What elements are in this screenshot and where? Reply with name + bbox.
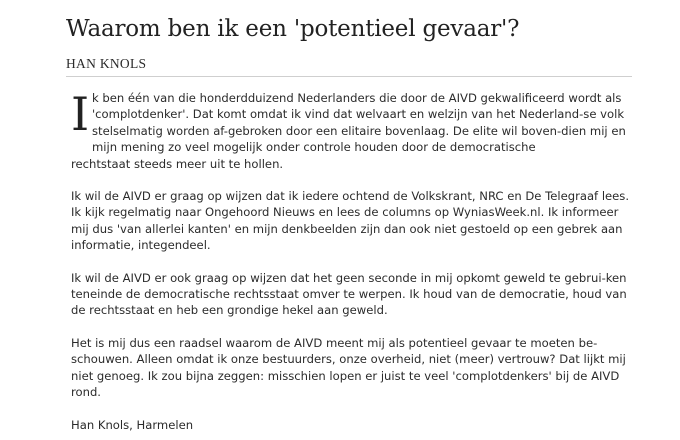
signature: Han Knols, Harmelen xyxy=(71,417,194,432)
lead-paragraph xyxy=(71,87,632,172)
article-title: Waarom ben ik een 'potentieel gevaar'? xyxy=(66,16,520,42)
lead-paragraph-text: k ben één van die honderdduizend Nederlanders die door de AIVD gekwalificeerd wordt als 'complotdenker'. Dat komt omdat ik vind dat welvaart en welzijn van het Nederland-se volk stelselmatig worden af-gebroken door een elitaire bovenlaag. De elite wil boven-dien mij en mijn mening zo veel mogelijk onder controle houden door de democratische xyxy=(92,91,626,155)
lead-paragraph-tail: rechtstaat steeds meer uit te hollen. xyxy=(71,156,284,171)
article xyxy=(66,14,632,433)
paragraph: Ik wil de AIVD er graag op wijzen dat ik iedere ochtend de Volkskrant, NRC en De Telegraaf lees. Ik kijk regelmatig naar Ongehoord Nieuws en lees de columns op WyniasWeek.nl. Ik informeer mij dus 'van allerlei kanten' en mijn denkbeelden zijn dan ook niet gestoeld op een gebrek aan informatie, integendeel. xyxy=(71,189,630,253)
paragraph: Het is mij dus een raadsel waarom de AIVD meent mij als potentieel gevaar te moeten be-schouwen. Alleen omdat ik onze bestuurders, onze overheid, niet (meer) vertrouw? Dat lijkt mij niet genoeg. Ik zou bijna zeggen: misschien lopen er juist te veel 'complotdenkers' bij de AIVD rond. xyxy=(71,335,626,400)
author-byline: HAN KNOLS xyxy=(66,56,632,77)
paragraph: Ik wil de AIVD er ook graag op wijzen dat het geen seconde in mij opkomt geweld te gebrui-ken teneinde de democratische rechtsstaat omver te werpen. Ik houd van de democratie, houd van de rechtsstaat en heb een grondige hekel aan geweld. xyxy=(71,270,627,318)
drop-cap: I xyxy=(71,87,90,141)
article-body xyxy=(66,87,632,433)
